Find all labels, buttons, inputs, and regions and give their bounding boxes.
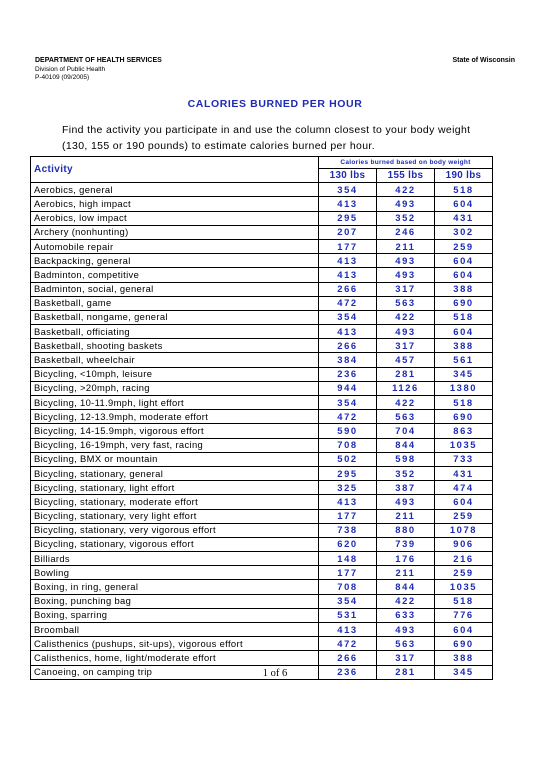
activity-cell: Basketball, wheelchair	[31, 353, 319, 367]
table-row	[31, 296, 493, 310]
calories-130-cell: 295	[319, 211, 377, 225]
calories-190-cell: 1035	[435, 438, 493, 452]
activity-cell: Bicycling, 16-19mph, very fast, racing	[31, 438, 319, 452]
calories-190-cell: 690	[435, 637, 493, 651]
calories-155-cell: 563	[377, 296, 435, 310]
table-row	[31, 481, 493, 495]
activity-cell: Bicycling, stationary, light effort	[31, 481, 319, 495]
intro-text: Find the activity you participate in and use the column closest to your body weight (130, 155 or 190 pounds) to estimate calories burned per hour.	[62, 124, 471, 152]
calories-190-cell: 259	[435, 239, 493, 253]
calories-155-cell: 422	[377, 396, 435, 410]
table-row	[31, 580, 493, 594]
activity-cell: Badminton, social, general	[31, 282, 319, 296]
activity-cell: Bicycling, stationary, general	[31, 466, 319, 480]
table-row	[31, 438, 493, 452]
calories-130-cell: 266	[319, 339, 377, 353]
calories-130-cell: 413	[319, 268, 377, 282]
calories-155-cell: 844	[377, 580, 435, 594]
calories-130-cell: 325	[319, 481, 377, 495]
calories-155-cell: 176	[377, 552, 435, 566]
calories-190-cell: 216	[435, 552, 493, 566]
calories-155-cell: 598	[377, 452, 435, 466]
calories-155-cell: 493	[377, 325, 435, 339]
calories-190-cell: 302	[435, 225, 493, 239]
activity-cell: Calisthenics (pushups, sit-ups), vigorous effort	[31, 637, 319, 651]
calories-190-cell: 1035	[435, 580, 493, 594]
calories-130-cell: 354	[319, 183, 377, 197]
calories-155-cell: 387	[377, 481, 435, 495]
calories-130-cell: 944	[319, 381, 377, 395]
table-row	[31, 339, 493, 353]
calories-190-cell: 431	[435, 211, 493, 225]
weight-column-header: 130 lbs	[319, 169, 377, 183]
activity-cell: Bicycling, stationary, very vigorous effort	[31, 523, 319, 537]
calories-130-cell: 177	[319, 566, 377, 580]
activity-cell: Aerobics, low impact	[31, 211, 319, 225]
calories-155-cell: 422	[377, 310, 435, 324]
calories-190-cell: 906	[435, 537, 493, 551]
activity-cell: Canoeing, on camping trip	[31, 665, 319, 679]
calories-130-cell: 738	[319, 523, 377, 537]
calories-130-cell: 266	[319, 282, 377, 296]
table-row	[31, 552, 493, 566]
calories-130-cell: 708	[319, 580, 377, 594]
table-row	[31, 353, 493, 367]
weight-column-header: 155 lbs	[377, 169, 435, 183]
calories-190-cell: 1078	[435, 523, 493, 537]
activity-cell: Bicycling, 10-11.9mph, light effort	[31, 396, 319, 410]
calories-130-cell: 177	[319, 239, 377, 253]
calories-130-cell: 413	[319, 495, 377, 509]
table-row	[31, 523, 493, 537]
calories-155-cell: 211	[377, 239, 435, 253]
calories-155-cell: 633	[377, 608, 435, 622]
calories-190-cell: 604	[435, 254, 493, 268]
department-name: DEPARTMENT OF HEALTH SERVICES	[35, 57, 162, 64]
form-number: P-40109 (09/2005)	[35, 74, 90, 81]
state-name: State of Wisconsin	[452, 57, 515, 64]
calories-190-cell: 1380	[435, 381, 493, 395]
calories-130-cell: 413	[319, 197, 377, 211]
calories-130-cell: 266	[319, 651, 377, 665]
activity-cell: Aerobics, high impact	[31, 197, 319, 211]
table-row	[31, 396, 493, 410]
calories-155-cell: 211	[377, 509, 435, 523]
calories-190-cell: 776	[435, 608, 493, 622]
table-row	[31, 367, 493, 381]
calories-190-cell: 604	[435, 325, 493, 339]
table-row	[31, 268, 493, 282]
calories-130-cell: 472	[319, 296, 377, 310]
calories-190-cell: 388	[435, 651, 493, 665]
calories-130-cell: 207	[319, 225, 377, 239]
calories-190-cell: 604	[435, 268, 493, 282]
table-row	[31, 310, 493, 324]
calories-130-cell: 354	[319, 310, 377, 324]
calories-190-cell: 518	[435, 310, 493, 324]
activity-cell: Basketball, game	[31, 296, 319, 310]
activity-cell: Bicycling, <10mph, leisure	[31, 367, 319, 381]
calories-190-cell: 518	[435, 183, 493, 197]
calories-130-cell: 531	[319, 608, 377, 622]
calories-155-cell: 1126	[377, 381, 435, 395]
calories-130-cell: 413	[319, 623, 377, 637]
calories-155-cell: 352	[377, 466, 435, 480]
table-row	[31, 381, 493, 395]
table-row	[31, 466, 493, 480]
table-row	[31, 537, 493, 551]
division-name: Division of Public Health	[35, 66, 106, 73]
calories-130-cell: 177	[319, 509, 377, 523]
activity-cell: Boxing, punching bag	[31, 594, 319, 608]
activity-cell: Bicycling, BMX or mountain	[31, 452, 319, 466]
calories-155-cell: 281	[377, 665, 435, 679]
calories-190-cell: 388	[435, 282, 493, 296]
calories-130-cell: 295	[319, 466, 377, 480]
calories-130-cell: 472	[319, 410, 377, 424]
calories-190-cell: 388	[435, 339, 493, 353]
calories-190-cell: 345	[435, 367, 493, 381]
calories-155-cell: 317	[377, 282, 435, 296]
table-row	[31, 183, 493, 197]
table-row	[31, 239, 493, 253]
calories-table	[30, 156, 493, 680]
calories-190-cell: 690	[435, 410, 493, 424]
calories-190-cell: 863	[435, 424, 493, 438]
calories-155-cell: 493	[377, 197, 435, 211]
weight-column-header: 190 lbs	[435, 169, 493, 183]
calories-130-cell: 413	[319, 325, 377, 339]
calories-130-cell: 620	[319, 537, 377, 551]
calories-155-cell: 563	[377, 637, 435, 651]
table-row	[31, 608, 493, 622]
activity-cell: Boxing, in ring, general	[31, 580, 319, 594]
activity-column-header: Activity	[31, 157, 319, 183]
activity-cell: Calisthenics, home, light/moderate effort	[31, 651, 319, 665]
activity-cell: Bicycling, stationary, moderate effort	[31, 495, 319, 509]
calories-130-cell: 236	[319, 665, 377, 679]
table-row	[31, 325, 493, 339]
table-row	[31, 410, 493, 424]
calories-190-cell: 431	[435, 466, 493, 480]
calories-130-cell: 148	[319, 552, 377, 566]
calories-190-cell: 345	[435, 665, 493, 679]
calories-190-cell: 518	[435, 594, 493, 608]
calories-190-cell: 518	[435, 396, 493, 410]
activity-cell: Aerobics, general	[31, 183, 319, 197]
activity-cell: Basketball, officiating	[31, 325, 319, 339]
table-row	[31, 509, 493, 523]
calories-155-cell: 880	[377, 523, 435, 537]
calories-155-cell: 844	[377, 438, 435, 452]
calories-155-cell: 422	[377, 183, 435, 197]
table-row	[31, 424, 493, 438]
calories-190-cell: 259	[435, 509, 493, 523]
activity-cell: Boxing, sparring	[31, 608, 319, 622]
table-row	[31, 651, 493, 665]
calories-155-cell: 493	[377, 268, 435, 282]
calories-155-cell: 352	[377, 211, 435, 225]
activity-cell: Basketball, shooting baskets	[31, 339, 319, 353]
table-row	[31, 623, 493, 637]
table-row	[31, 254, 493, 268]
table-row	[31, 594, 493, 608]
calories-190-cell: 474	[435, 481, 493, 495]
activity-cell: Bicycling, stationary, vigorous effort	[31, 537, 319, 551]
calories-190-cell: 604	[435, 197, 493, 211]
activity-cell: Backpacking, general	[31, 254, 319, 268]
activity-cell: Broomball	[31, 623, 319, 637]
calories-190-cell: 733	[435, 452, 493, 466]
calories-130-cell: 590	[319, 424, 377, 438]
calories-130-cell: 708	[319, 438, 377, 452]
calories-155-cell: 493	[377, 495, 435, 509]
activity-cell: Bicycling, >20mph, racing	[31, 381, 319, 395]
calories-130-cell: 354	[319, 396, 377, 410]
calories-130-cell: 354	[319, 594, 377, 608]
calories-190-cell: 259	[435, 566, 493, 580]
activity-cell: Bicycling, 12-13.9mph, moderate effort	[31, 410, 319, 424]
calories-130-cell: 472	[319, 637, 377, 651]
calories-155-cell: 317	[377, 339, 435, 353]
calories-155-cell: 317	[377, 651, 435, 665]
table-row	[31, 225, 493, 239]
calories-130-cell: 413	[319, 254, 377, 268]
table-row	[31, 495, 493, 509]
calories-155-cell: 704	[377, 424, 435, 438]
calories-130-cell: 384	[319, 353, 377, 367]
table-row	[31, 637, 493, 651]
table-row	[31, 452, 493, 466]
activity-cell: Automobile repair	[31, 239, 319, 253]
table-row	[31, 282, 493, 296]
page-title: CALORIES BURNED PER HOUR	[187, 98, 363, 110]
calories-190-cell: 690	[435, 296, 493, 310]
activity-cell: Badminton, competitive	[31, 268, 319, 282]
calories-190-cell: 604	[435, 623, 493, 637]
table-row	[31, 566, 493, 580]
calories-190-cell: 561	[435, 353, 493, 367]
calories-155-cell: 493	[377, 254, 435, 268]
calories-155-cell: 211	[377, 566, 435, 580]
activity-cell: Archery (nonhunting)	[31, 225, 319, 239]
calories-155-cell: 739	[377, 537, 435, 551]
calories-155-cell: 246	[377, 225, 435, 239]
calories-155-cell: 457	[377, 353, 435, 367]
calories-155-cell: 493	[377, 623, 435, 637]
table-row	[31, 211, 493, 225]
weight-group-header: Calories burned based on body weight	[319, 157, 493, 169]
calories-190-cell: 604	[435, 495, 493, 509]
page-number: 1 of 6	[262, 668, 288, 679]
activity-cell: Bicycling, 14-15.9mph, vigorous effort	[31, 424, 319, 438]
activity-cell: Bicycling, stationary, very light effort	[31, 509, 319, 523]
calories-155-cell: 563	[377, 410, 435, 424]
activity-cell: Bowling	[31, 566, 319, 580]
activity-cell: Billiards	[31, 552, 319, 566]
table-row	[31, 197, 493, 211]
calories-130-cell: 236	[319, 367, 377, 381]
calories-155-cell: 281	[377, 367, 435, 381]
calories-155-cell: 422	[377, 594, 435, 608]
activity-cell: Basketball, nongame, general	[31, 310, 319, 324]
calories-130-cell: 502	[319, 452, 377, 466]
